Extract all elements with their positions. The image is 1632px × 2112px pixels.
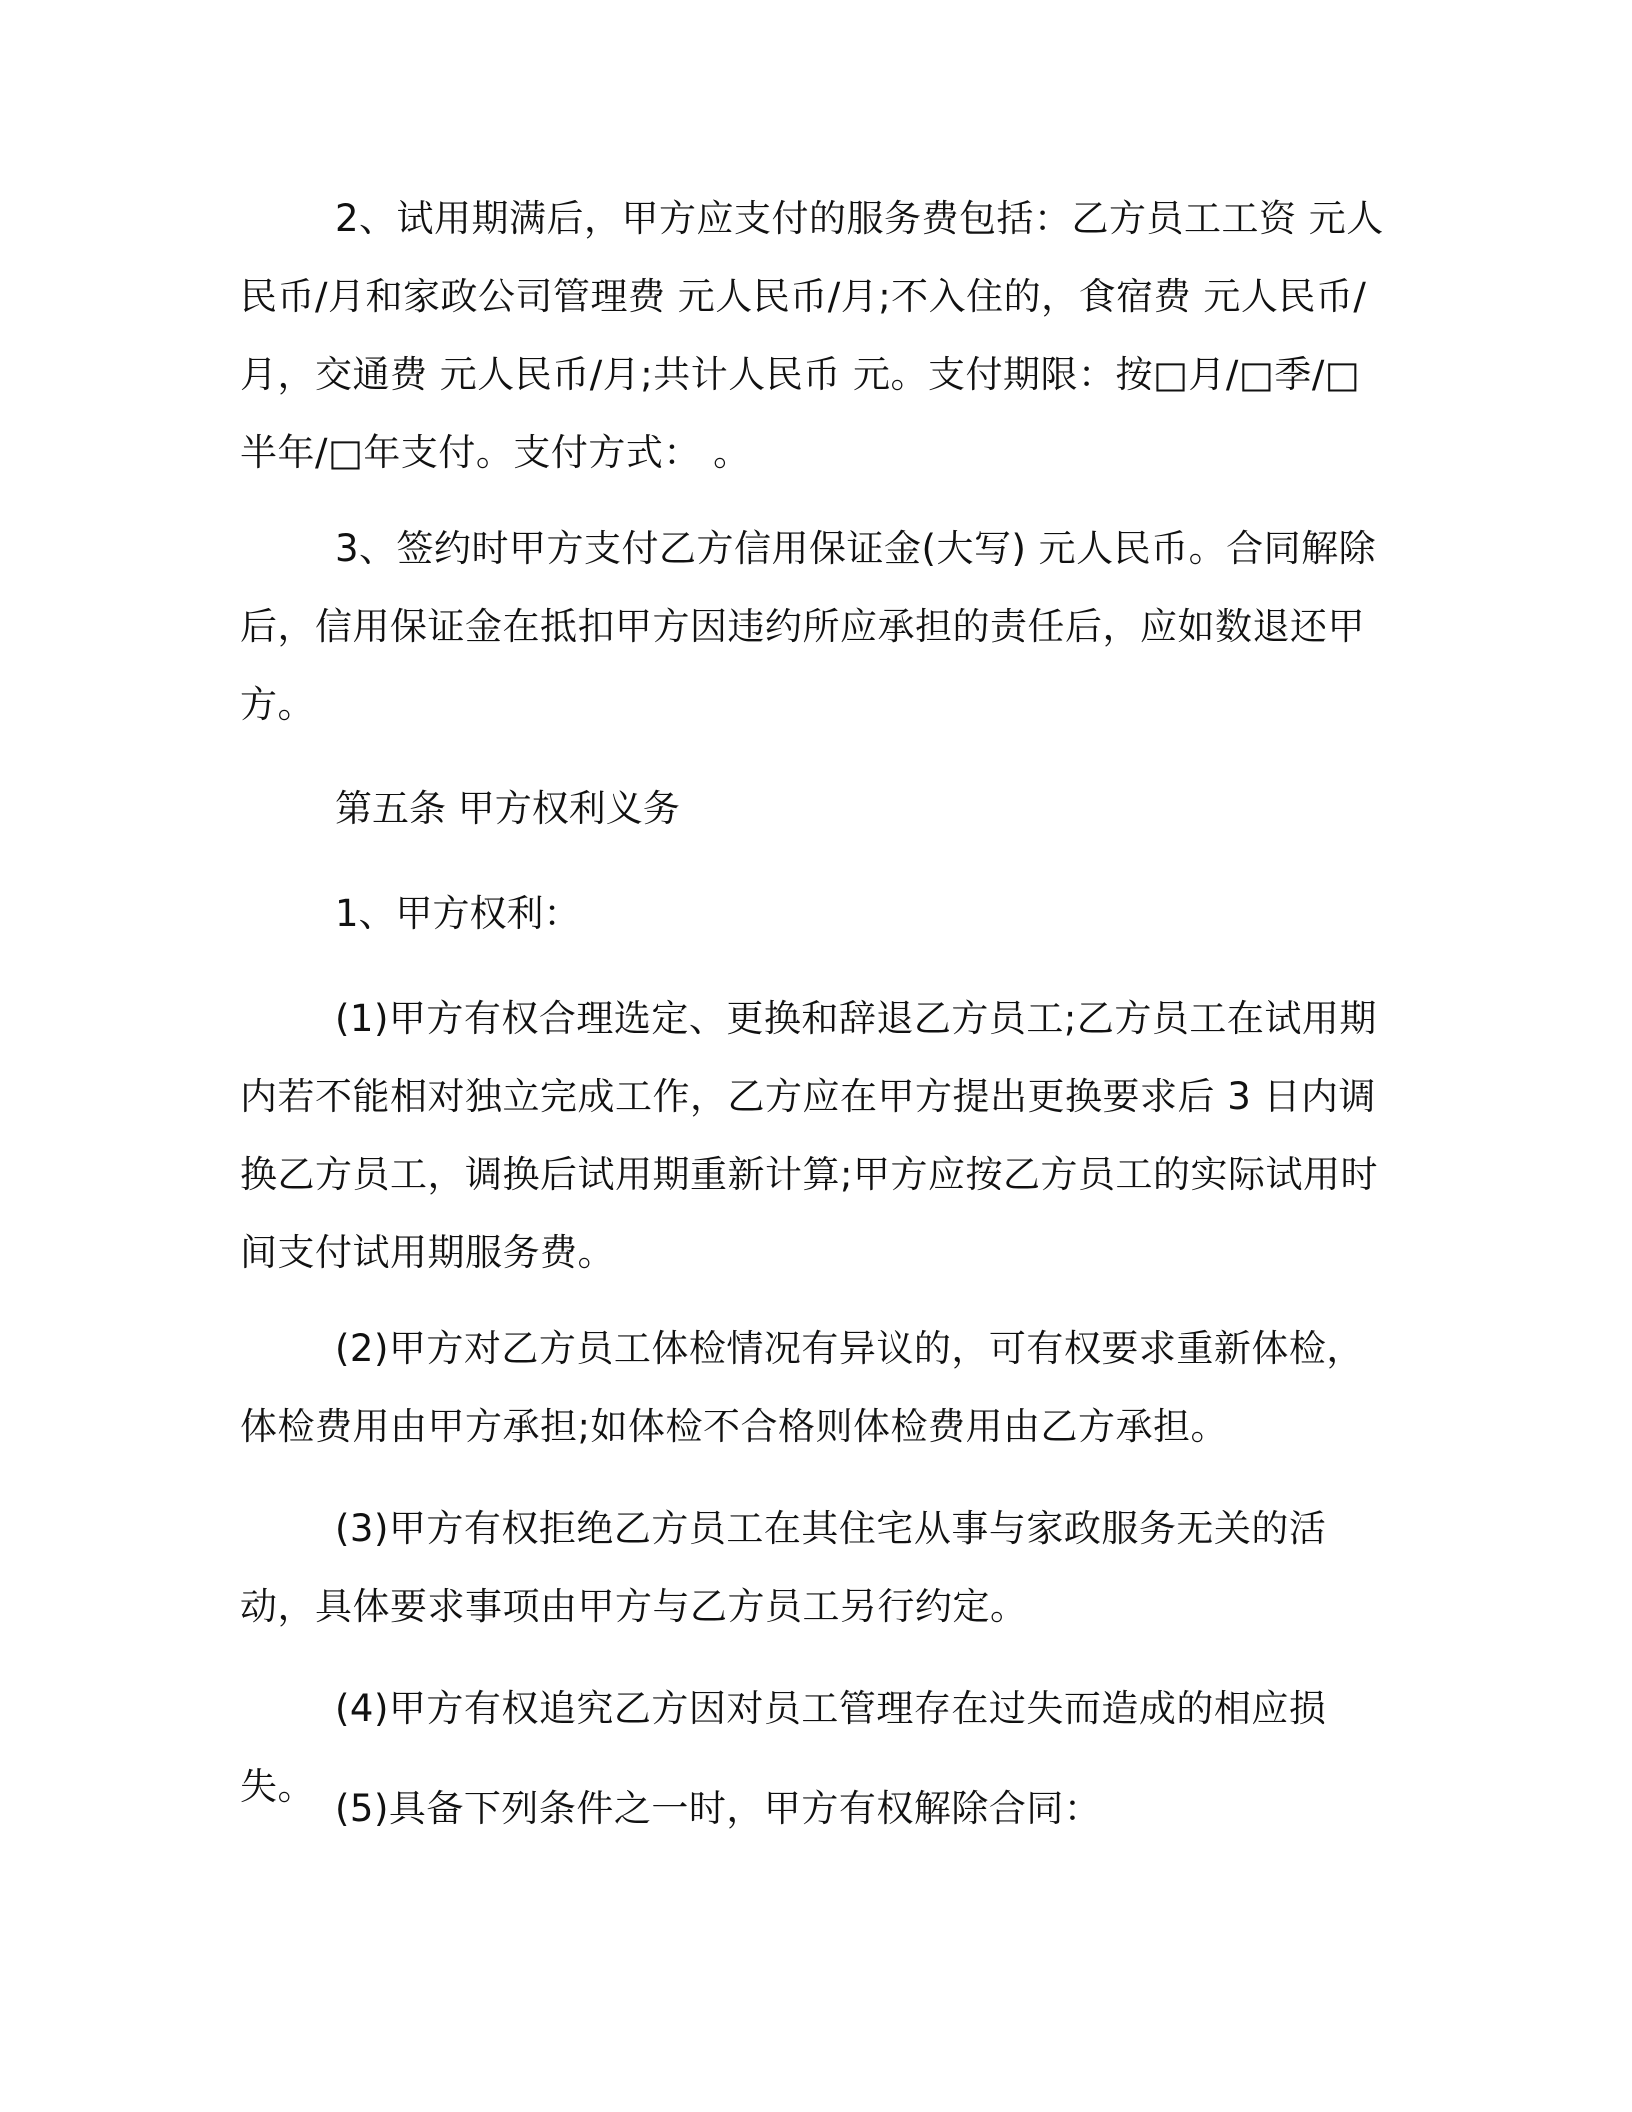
paragraph-right-2: (2)甲方对乙方员工体检情况有异议的，可有权要求重新体检，体检费用由甲方承担;如体检不合格则体检费用由乙方承担。 [240,1327,1364,1448]
paragraph-service-fee: 2、试用期满后，甲方应支付的服务费包括：乙方员工工资 元人民币/月和家政公司管理费 元人民币/月;不入住的，食宿费 元人民币/月，交通费 元人民币/月;共计人民币 元。支付期限：按□月/□季/□半年/□年支付。支付方式： 。 [240,197,1384,474]
paragraph-right-4: (4)甲方有权追究乙方因对员工管理存在过失而造成的相应损失。 [240,1687,1327,1808]
paragraph-right-5: (5)具备下列条件之一时，甲方有权解除合同： [335,1787,1102,1830]
article-heading: 第五条 甲方权利义务 [335,787,680,830]
paragraph-deposit: 3、签约时甲方支付乙方信用保证金(大写) 元人民币。合同解除后，信用保证金在抵扣甲方因违约所应承担的责任后，应如数退还甲方。 [240,527,1377,726]
paragraph-right-3: (3)甲方有权拒绝乙方员工在其住宅从事与家政服务无关的活动，具体要求事项由甲方与乙方员工另行约定。 [240,1507,1327,1628]
paragraph-right-1: (1)甲方有权合理选定、更换和辞退乙方员工;乙方员工在试用期内若不能相对独立完成工作，乙方应在甲方提出更换要求后 3 日内调换乙方员工，调换后试用期重新计算;甲方应按乙方员工的实际试用时间支付试用期服务费。 [240,997,1378,1274]
section-heading-rights: 1、甲方权利： [335,892,581,935]
